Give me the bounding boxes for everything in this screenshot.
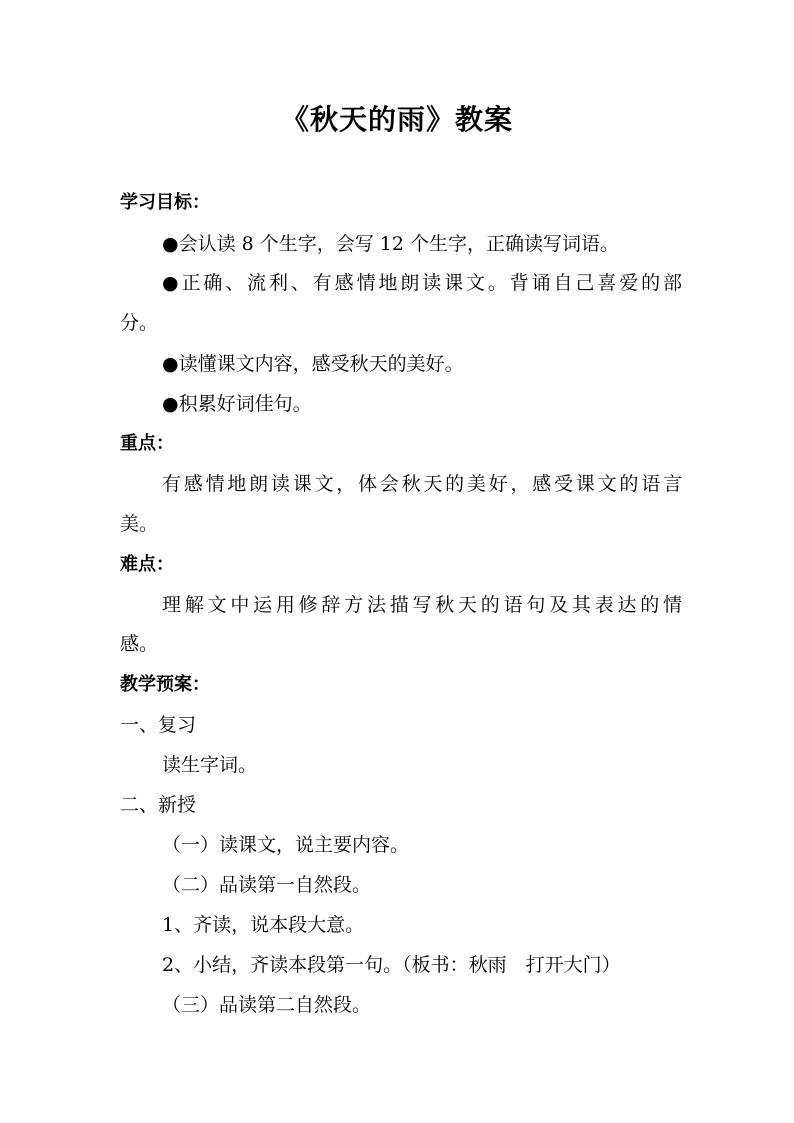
- objective-item-3: ●读懂课文内容，感受秋天的美好。: [162, 353, 464, 375]
- new-lesson-item-1: （一）读课文，说主要内容。: [162, 834, 410, 856]
- new-lesson-step-2: 2、小结，齐读本段第一句。（板书：秋雨 打开大门）: [162, 954, 621, 976]
- objective-item-2-line-2: 分。: [120, 312, 159, 334]
- difficulties-line-2: 感。: [120, 633, 159, 655]
- objectives-heading: 学习目标：: [120, 192, 210, 213]
- objective-item-4: ●积累好词佳句。: [162, 393, 312, 415]
- new-lesson-step-1: 1、齐读，说本段大意。: [162, 914, 365, 936]
- key-points-heading: 重点：: [120, 433, 174, 454]
- key-points-line-2: 美。: [120, 513, 159, 535]
- section-new-lesson-heading: 二、新授: [120, 794, 197, 816]
- new-lesson-item-3: （三）品读第二自然段。: [162, 994, 372, 1016]
- teaching-plan-heading: 教学预案：: [120, 674, 210, 695]
- page-title: 《秋天的雨》教案: [280, 103, 513, 136]
- difficulties-line-1: 理解文中运用修辞方法描写秋天的语句及其表达的情: [162, 594, 682, 616]
- key-points-line-1: 有感情地朗读课文，体会秋天的美好，感受课文的语言: [162, 473, 682, 495]
- section-review-heading: 一、复习: [120, 714, 197, 736]
- objective-item-2-line-1: ●正确、流利、有感情地朗读课文。背诵自己喜爱的部: [162, 272, 682, 294]
- objective-item-1: ●会认读 8 个生字，会写 12 个生字，正确读写词语。: [162, 233, 620, 255]
- section-review-item: 读生字词。: [162, 754, 258, 776]
- new-lesson-item-2: （二）品读第一自然段。: [162, 874, 372, 896]
- difficulties-heading: 难点：: [120, 554, 174, 575]
